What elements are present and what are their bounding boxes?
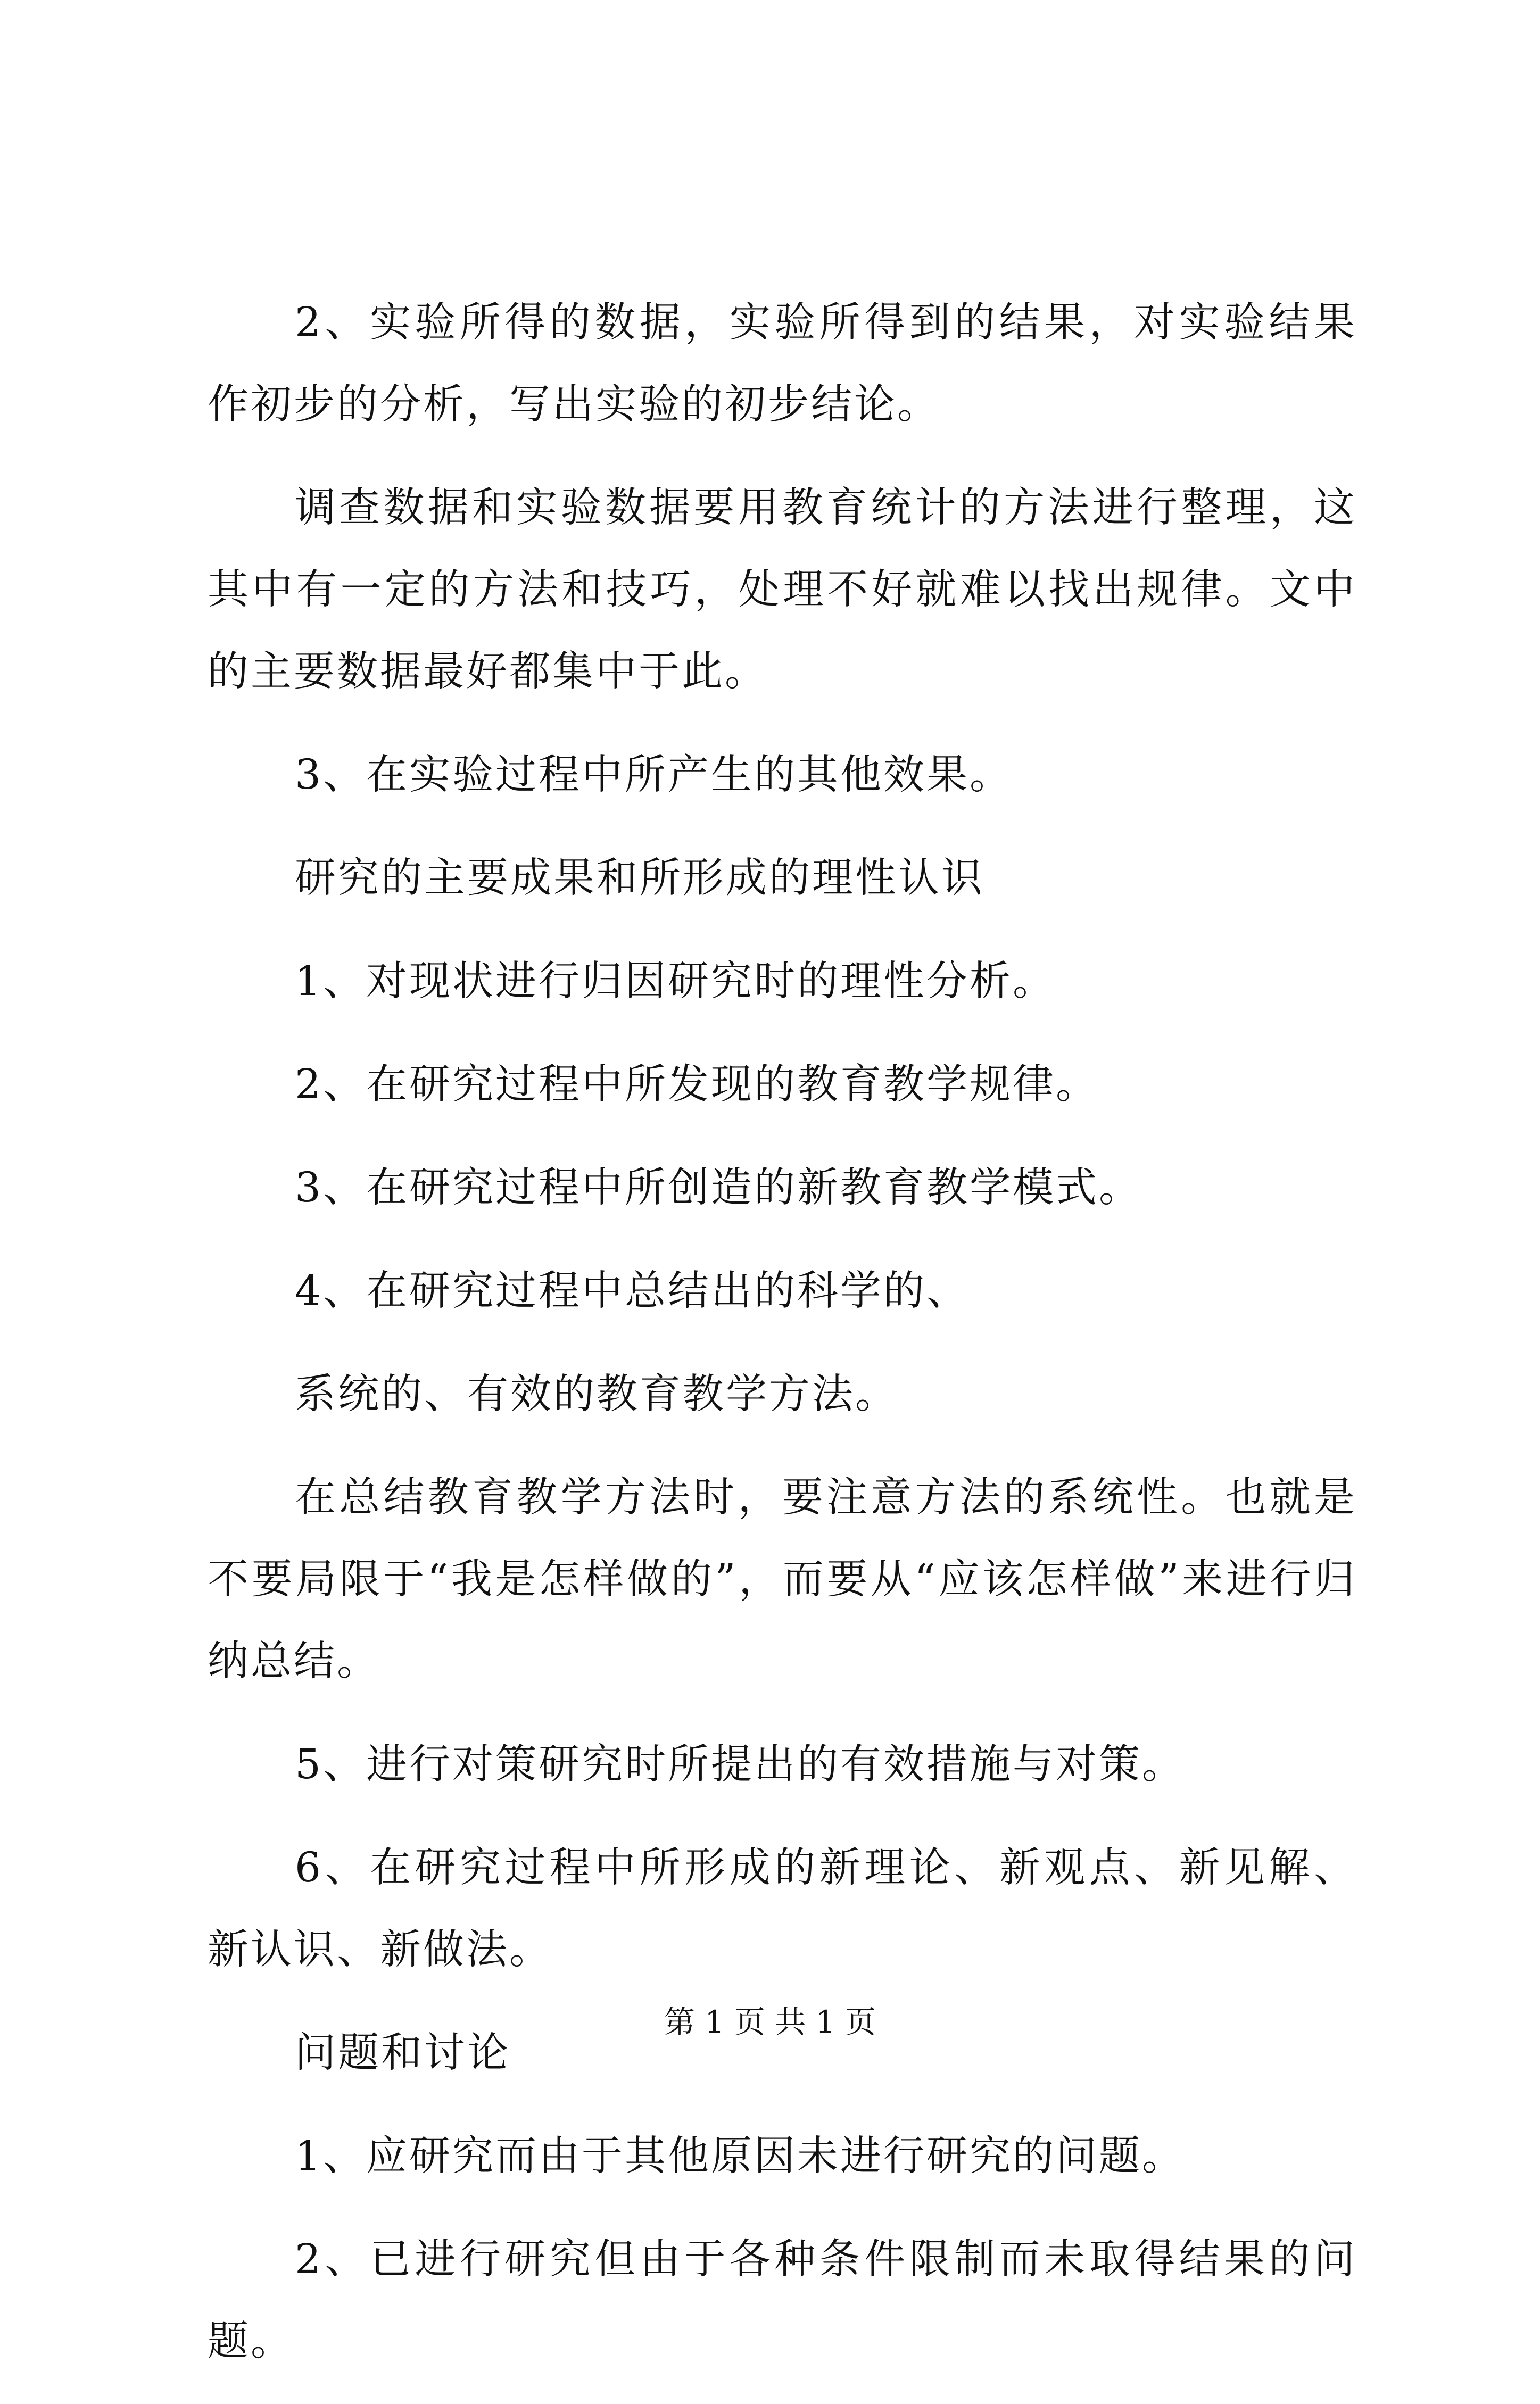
paragraph-10: 在总结教育教学方法时，要注意方法的系统性。也就是不要局限于“我是怎样做的”，而要从“应该怎样做”来进行归纳总结。 (208, 1474, 1357, 1685)
paragraph-14: 1、应研究而由于其他原因未进行研究的问题。 (295, 2133, 1185, 2180)
paragraph-8: 4、在研究过程中总结出的科学的、 (295, 1267, 970, 1315)
page-number: 第 1 页 共 1 页 (664, 2004, 876, 2040)
document-body (208, 282, 1357, 2404)
paragraph-9: 系统的、有效的教育教学方法。 (295, 1371, 898, 1418)
section-heading-discussion: 问题和讨论 (295, 2029, 510, 2077)
paragraph-15: 2、已进行研究但由于各种条件限制而未取得结果的问题。 (208, 2236, 1357, 2365)
paragraph-3: 3、在实验过程中所产生的其他效果。 (295, 751, 1013, 799)
section-heading-results: 研究的主要成果和所形成的理性认识 (295, 855, 984, 902)
paragraph-11: 5、进行对策研究时所提出的有效措施与对策。 (295, 1741, 1185, 1788)
paragraph-1: 2、实验所得的数据，实验所得到的结果，对实验结果作初步的分析，写出实验的初步结论。 (208, 299, 1357, 428)
paragraph-2: 调查数据和实验数据要用教育统计的方法进行整理，这其中有一定的方法和技巧，处理不好就难以找出规律。文中的主要数据最好都集中于此。 (208, 484, 1357, 695)
paragraph-12: 6、在研究过程中所形成的新理论、新观点、新见解、新认识、新做法。 (208, 1844, 1357, 1974)
paragraph-7: 3、在研究过程中所创造的新教育教学模式。 (295, 1164, 1142, 1212)
paragraph-6: 2、在研究过程中所发现的教育教学规律。 (295, 1061, 1099, 1108)
page-footer (0, 2001, 1540, 2043)
paragraph-5: 1、对现状进行归因研究时的理性分析。 (295, 958, 1056, 1005)
